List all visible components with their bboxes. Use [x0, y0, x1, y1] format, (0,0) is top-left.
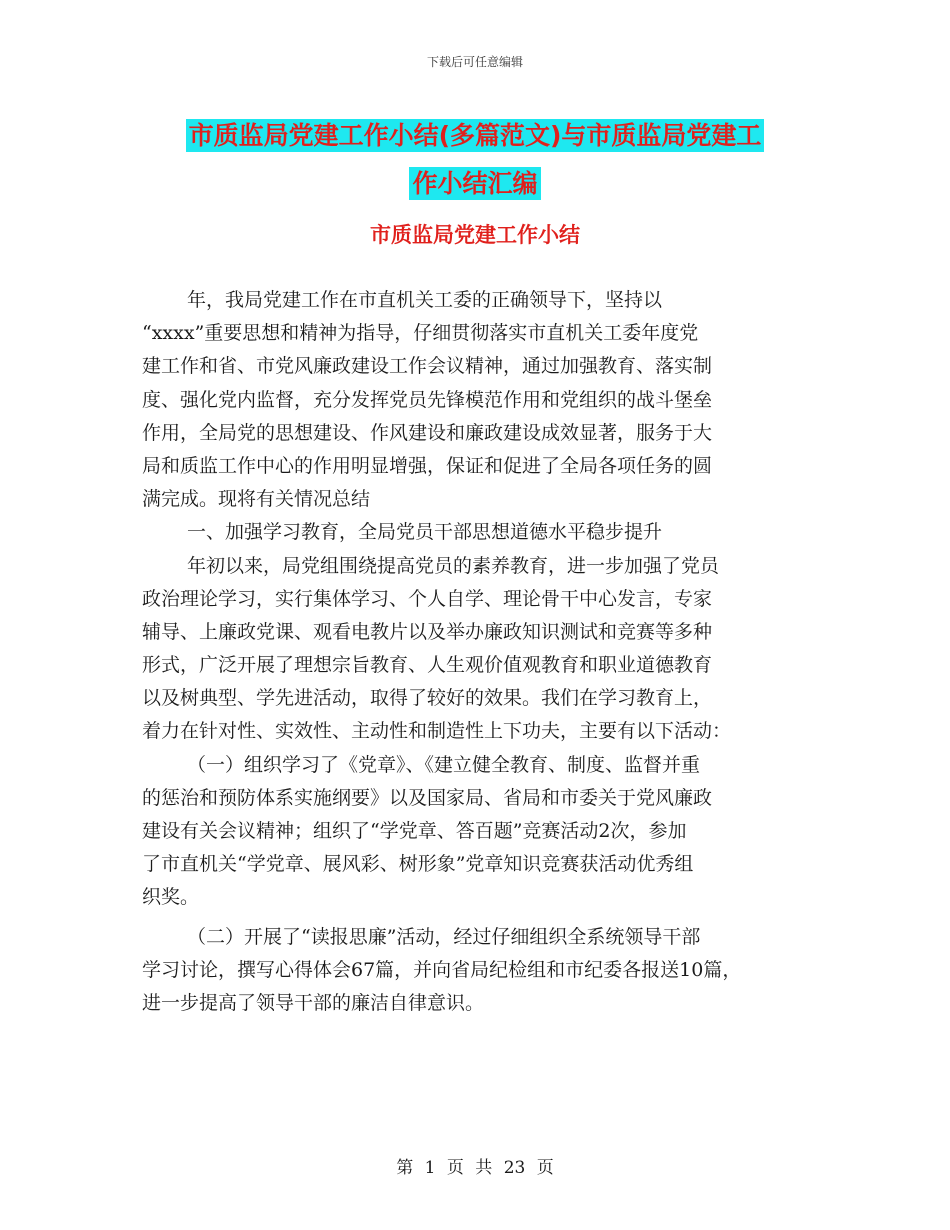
- text-line: 一、加强学习教育，全局党员干部思想道德水平稳步提升: [187, 521, 663, 544]
- text-line: 局和质监工作中心的作用明显增强，保证和促进了全局各项任务的圆: [142, 454, 713, 477]
- text-line: 建工作和省、市党风廉政建设工作会议精神，通过加强教育、落实制: [142, 355, 713, 378]
- text-line: 织奖。: [142, 886, 200, 909]
- text-line: 着力在针对性、实效性、主动性和制造性上下功夫，主要有以下活动：: [142, 720, 732, 743]
- text-line: 进一步提高了领导干部的廉洁自律意识。: [142, 991, 485, 1014]
- paragraph: [142, 921, 812, 1021]
- text-line: 建设有关会议精神；组织了“学党章、答百题”竞赛活动2次，参加: [142, 820, 687, 842]
- document-title-line-1: [150, 112, 800, 160]
- title-highlight: 作小结汇编: [409, 167, 540, 200]
- text-line: （一）组织学习了《党章》、《建立健全教育、制度、监督并重: [187, 753, 701, 776]
- text-line: 年初以来，局党组围绕提高党员的素养教育，进一步加强了党员: [187, 554, 720, 577]
- text-line: “xxxx”重要思想和精神为指导，仔细贯彻落实市直机关工委年度党: [142, 322, 699, 345]
- text-line: 形式，广泛开展了理想宗旨教育、人生观价值观教育和职业道德教育: [142, 654, 713, 677]
- text-line: 度、强化党内监督，充分发挥党员先锋模范作用和党组织的战斗堡垒: [142, 388, 713, 411]
- text-line: （二）开展了“读报思廉”活动，经过仔细组织全系统领导干部: [187, 925, 701, 948]
- text-line: 满完成。现将有关情况总结: [142, 488, 371, 511]
- paragraph: [142, 550, 812, 749]
- paragraph: [142, 284, 812, 516]
- text-line: 的惩治和预防体系实施纲要》以及国家局、省局和市委关于党风廉政: [142, 786, 713, 809]
- text-line: 政治理论学习，实行集体学习、个人自学、理论骨干中心发言，专家: [142, 587, 713, 610]
- page-footer: 第 1 页 共 23 页: [396, 1158, 554, 1178]
- section-title: 市质监局党建工作小结: [370, 223, 580, 247]
- text-line: 以及树典型、学先进活动，取得了较好的效果。我们在学习教育上，: [142, 687, 713, 710]
- title-highlight: 市质监局党建工作小结(多篇范文)与市质监局党建工: [186, 119, 765, 152]
- text-line: 学习讨论，撰写心得体会67篇，并向省局纪检组和市纪委各报送10篇，: [142, 958, 742, 981]
- paragraph-heading: [142, 516, 812, 549]
- document-title: [150, 112, 800, 208]
- text-line: 了市直机关“学党章、展风彩、树形象”党章知识竞赛获活动优秀组: [142, 853, 694, 876]
- text-line: 辅导、上廉政党课、观看电教片以及举办廉政知识测试和竞赛等多种: [142, 620, 713, 643]
- text-line: 年，我局党建工作在市直机关工委的正确领导下，坚持以: [187, 289, 663, 311]
- header-note: 下载后可任意编辑: [426, 55, 523, 69]
- document-title-line-2: [150, 160, 800, 208]
- document-body: [142, 284, 812, 1020]
- paragraph: [142, 749, 812, 915]
- text-line: 作用，全局党的思想建设、作风建设和廉政建设成效显著，服务于大: [142, 421, 713, 444]
